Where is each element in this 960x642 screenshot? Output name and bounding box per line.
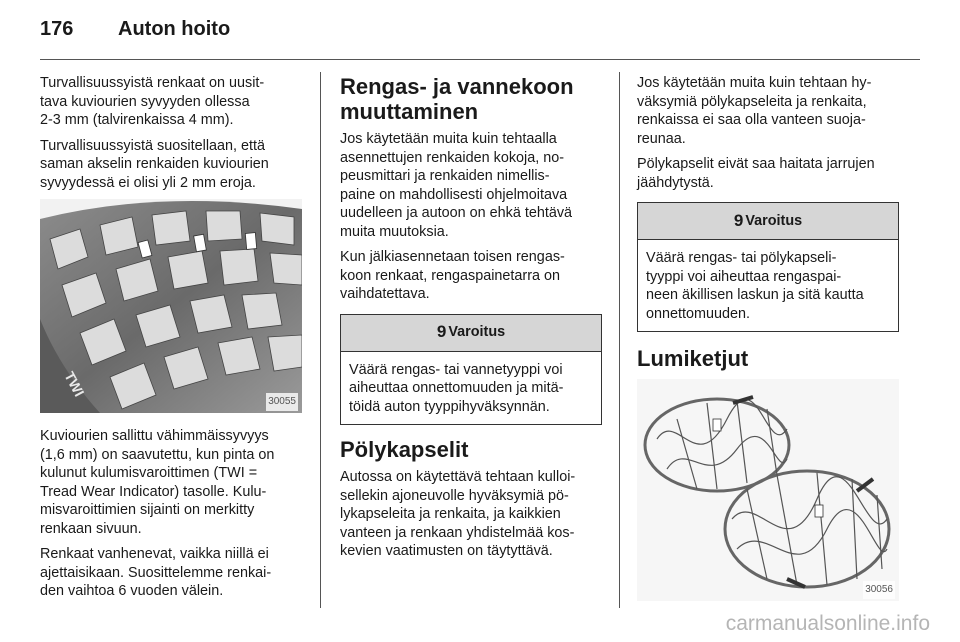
warning-title: Varoitus: [448, 324, 506, 341]
paragraph-hubcaps: Autossa on käytettävä tehtaan kulloi- sellekin ajoneuvolle hyväksymiä pö- lykapseleita ja renkaita, ja kaikkien vanteen ja renkaan yhdistelmää kos- kevien vaatimusten on täytyttävä.: [340, 469, 576, 559]
column-divider-2: [619, 72, 620, 608]
twi-label: TWI: [61, 368, 88, 400]
heading-tire-rim-size: Rengas- ja vannekoon muuttaminen: [340, 74, 574, 124]
paragraph-brake-cooling: Pölykapselit eivät saa haitata jarrujen jäähdytystä.: [637, 156, 875, 191]
tire-tread-illustration-icon: [40, 199, 302, 413]
paragraph-pressure-label: Kun jälkiasennetaan toisen rengas- koon renkaat, rengaspainetarra on vaihdatettava.: [340, 249, 565, 302]
paragraph-tread-difference: Turvallisuussyistä suositellaan, että saman akselin renkaiden kuviourien syvyydessä ei olisi yli 2 mm eroja.: [40, 137, 269, 191]
snow-chains-figure: [637, 379, 899, 601]
snow-chains-illustration-icon: [637, 379, 899, 601]
warning-header: [341, 315, 601, 352]
warning-text: Väärä rengas- tai pölykapseli- tyyppi voi aiheuttaa rengaspai- neen äkillisen laskun ja sitä kautta onnettomuuden.: [646, 250, 864, 322]
paragraph-min-depth: Kuviourien sallittu vähimmäissyvyys (1,6 mm) on saavutettu, kun pinta on kulunut kulumisvaroittimen (TWI = Tread Wear Indicator) tasolle. Kulu- misvaroittimien sijainti on merkitty renkaan sivuun.: [40, 428, 275, 537]
page-number: 176: [40, 18, 74, 40]
page-header: [40, 18, 920, 46]
warning-icon: 9: [733, 210, 744, 230]
warning-icon: 9: [436, 322, 447, 342]
warning-box-rim: [340, 314, 602, 426]
paragraph-size-change: Jos käytetään muita kuin tehtaalla asennettujen renkaiden kokoja, no- peusmittari ja renkaiden nimellis- paine on mahdollisesti ohjelmoitava uudelleen ja autoon on ehkä tehtävä muita muutoksia.: [340, 131, 573, 240]
warning-title: Varoitus: [745, 212, 803, 229]
warning-header: [638, 203, 898, 240]
column-1: [40, 74, 302, 608]
figure-number: 30055: [266, 393, 298, 412]
watermark-text: carmanualsonline.info: [725, 612, 930, 635]
tire-tread-figure: [40, 199, 302, 413]
paragraph-hubcap-rim: Jos käytetään muita kuin tehtaan hy- väksymiä pölykapseleita ja renkaita, renkaissa ei saa olla vanteen suoja- reunaa.: [637, 75, 872, 147]
chapter-title: Auton hoito: [118, 18, 231, 40]
warning-text: Väärä rengas- tai vannetyyppi voi aiheuttaa onnettomuuden ja mitä- töidä auton tyyppihyväksynnän.: [349, 361, 564, 415]
header-rule: [40, 59, 920, 60]
paragraph-tire-aging: Renkaat vanhenevat, vaikka niillä ei ajettaisikaan. Suosittelemme renkai- den vaihtoa 6 vuoden välein.: [40, 546, 272, 599]
figure-number: 30056: [863, 581, 895, 600]
heading-hubcaps: Pölykapselit: [340, 437, 469, 462]
warning-box-hubcap: [637, 202, 899, 332]
column-divider-1: [320, 72, 321, 608]
heading-snow-chains: Lumiketjut: [637, 346, 749, 371]
column-2: [340, 74, 602, 568]
column-3: [637, 74, 899, 601]
paragraph-tread-replace: Turvallisuussyistä renkaat on uusit- tava kuviourien syvyyden ollessa 2-3 mm (talvirenkaissa 4 mm).: [40, 75, 265, 128]
